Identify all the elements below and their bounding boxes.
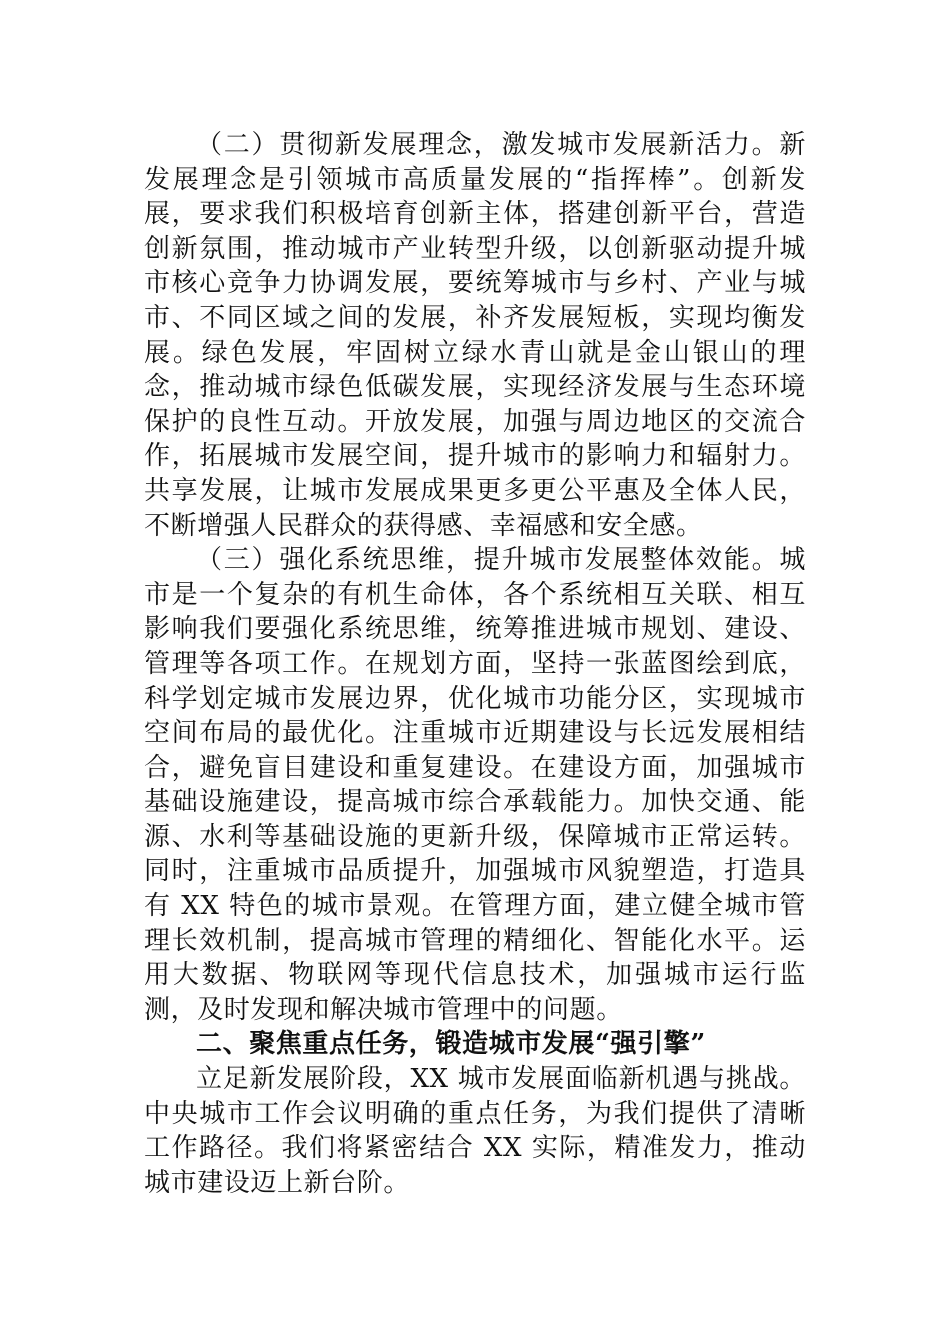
- paragraph-3-systems-thinking: （三）强化系统思维，提升城市发展整体效能。城市是一个复杂的有机生命体，各个系统相互关联、相互影响我们要强化系统思维，统筹推进城市规划、建设、管理等各项工作。在规划方面，坚持一张蓝图绘到底，科学划定城市发展边界，优化城市功能分区，实现城市空间布局的最优化。注重城市近期建设与长远发展相结合，避免盲目建设和重复建设。在建设方面，加强城市基础设施建设，提高城市综合承载能力。加快交通、能源、水利等基础设施的更新升级，保障城市正常运转。同时，注重城市品质提升，加强城市风貌塑造，打造具有 XX 特色的城市景观。在管理方面，建立健全城市管理长效机制，提高城市管理的精细化、智能化水平。运用大数据、物联网等现代信息技术，加强城市运行监测，及时发现和解决城市管理中的问题。: [144, 545, 806, 1025]
- paragraph-key-tasks-intro: 立足新发展阶段，XX 城市发展面临新机遇与挑战。中央城市工作会议明确的重点任务，为我们提供了清晰工作路径。我们将紧密结合 XX 实际，精准发力，推动城市建设迈上新台阶。: [144, 1064, 806, 1198]
- section-heading-key-tasks: 二、聚焦重点任务，锻造城市发展“强引擎”: [196, 1029, 706, 1060]
- paragraph-2-innovation-concept: （二）贯彻新发展理念，激发城市发展新活力。新发展理念是引领城市高质量发展的“指挥棒”。创新发展，要求我们积极培育创新主体，搭建创新平台，营造创新氛围，推动城市产业转型升级，以创新驱动提升城市核心竞争力协调发展，要统筹城市与乡村、产业与城市、不同区域之间的发展，补齐发展短板，实现均衡发展。绿色发展，牢固树立绿水青山就是金山银山的理念，推动城市绿色低碳发展，实现经济发展与生态环境保护的良性互动。开放发展，加强与周边地区的交流合作，拓展城市发展空间，提升城市的影响力和辐射力。共享发展，让城市发展成果更多更公平惠及全体人民，不断增强人民群众的获得感、幸福感和安全感。: [144, 130, 806, 541]
- document-body: [144, 128, 806, 1200]
